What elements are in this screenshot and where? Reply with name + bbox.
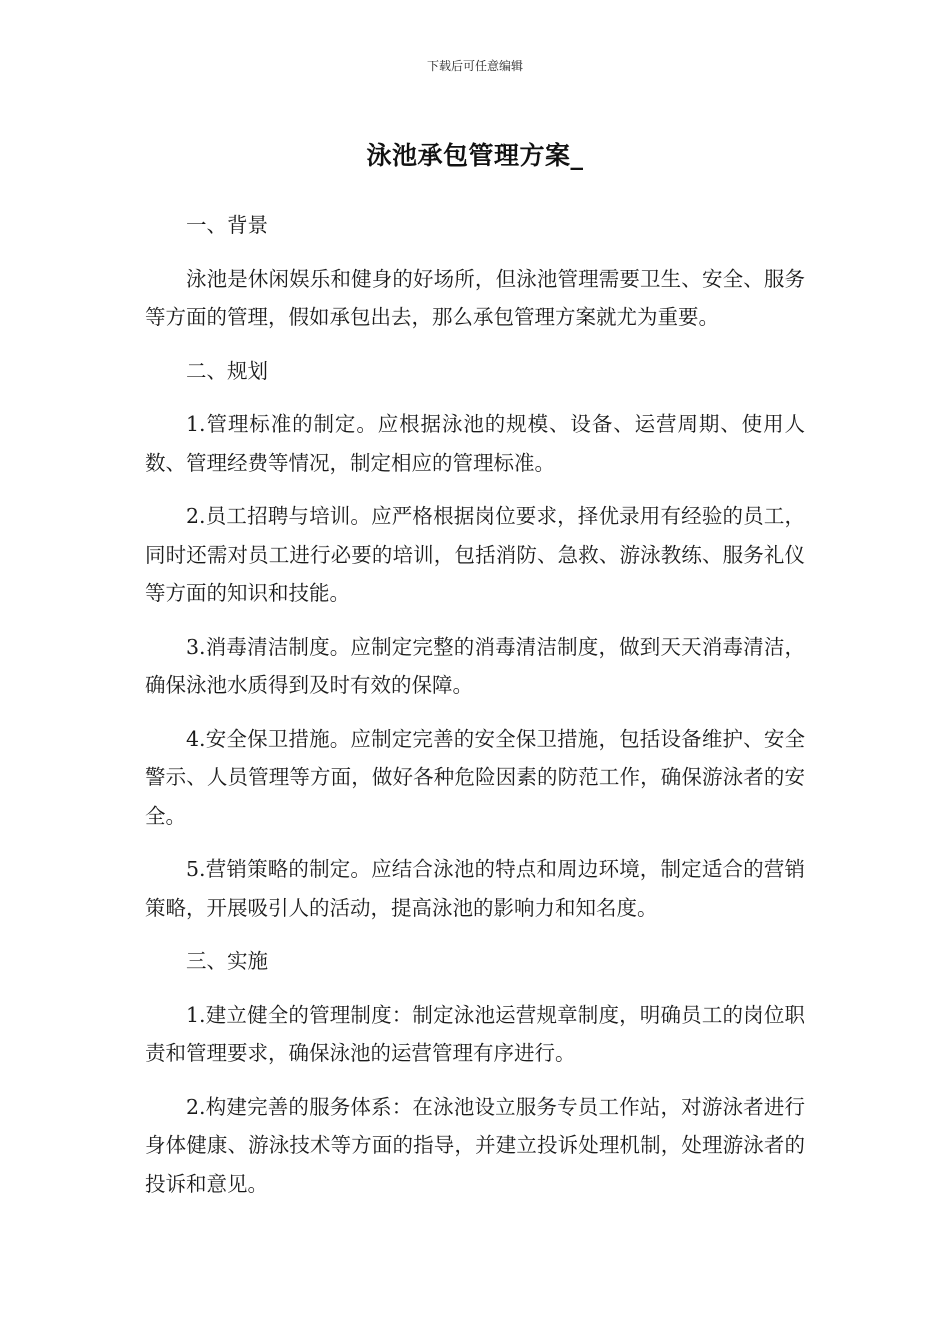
header-note: 下载后可任意编辑 (426, 59, 523, 73)
paragraph-planning-4: 4.安全保卫措施。应制定完善的安全保卫措施，包括设备维护、安全警示、人员管理等方面，做好各种危险因素的防范工作，确保游泳者的安全。 (145, 726, 805, 828)
paragraph-implementation-1: 1.建立健全的管理制度：制定泳池运营规章制度，明确员工的岗位职责和管理要求，确保泳池的运营管理有序进行。 (145, 1002, 805, 1065)
section-heading-implementation: 三、实施 (186, 949, 268, 973)
paragraph-planning-1: 1.管理标准的制定。应根据泳池的规模、设备、运营周期、使用人数、管理经费等情况，制定相应的管理标准。 (145, 412, 805, 475)
paragraph-implementation-2: 2.构建完善的服务体系：在泳池设立服务专员工作站，对游泳者进行身体健康、游泳技术等方面的指导，并建立投诉处理机制，处理游泳者的投诉和意见。 (145, 1094, 805, 1196)
paragraph-planning-5: 5.营销策略的制定。应结合泳池的特点和周边环境，制定适合的营销策略，开展吸引人的活动，提高泳池的影响力和知名度。 (145, 857, 805, 920)
paragraph-planning-3: 3.消毒清洁制度。应制定完整的消毒清洁制度，做到天天消毒清洁，确保泳池水质得到及时有效的保障。 (145, 634, 805, 697)
section-heading-background: 一、背景 (186, 213, 268, 237)
document-title: 泳池承包管理方案_ (366, 141, 584, 170)
document-body (145, 206, 805, 1218)
paragraph-planning-2: 2.员工招聘与培训。应严格根据岗位要求，择优录用有经验的员工，同时还需对员工进行必要的培训，包括消防、急救、游泳教练、服务礼仪等方面的知识和技能。 (145, 504, 805, 605)
paragraph-background: 泳池是休闲娱乐和健身的好场所，但泳池管理需要卫生、安全、服务等方面的管理，假如承包出去，那么承包管理方案就尤为重要。 (145, 266, 805, 329)
section-heading-planning: 二、规划 (186, 358, 268, 383)
